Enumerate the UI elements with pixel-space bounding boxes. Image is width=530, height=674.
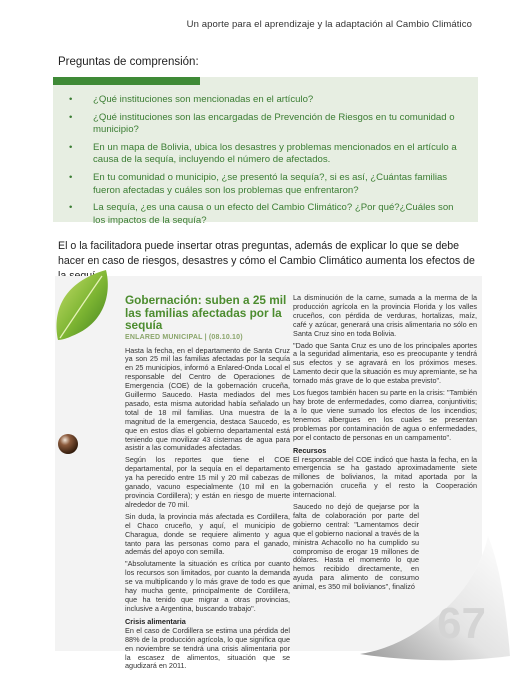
article-title: Gobernación: suben a 25 mil las familias afectadas por la sequía (125, 293, 287, 332)
article-paragraph: En el caso de Cordillera se estima una pérdida del 88% de la producción agrícola, lo que significa que en noviembre se tendrá una crisis alimentaria por la escasez de alimentos, situación que se agudizará en 2011. (125, 625, 290, 671)
question-item: • En tu comunidad o municipio, ¿se presentó la sequía?, si es así, ¿Cuántas familias fueron afectadas y cuáles son los problemas que enfrentaron? (69, 171, 448, 196)
article-paragraph: "Dado que Santa Cruz es uno de los principales aportes a la seguridad alimentaria, eso es preocupante y tendrá sus efectos y se agravará en los próximos meses. Lamento decir que la situación es muy apremiante, se ha tornado más grave de lo que estaba previsto". (293, 340, 477, 386)
question-item: • En un mapa de Bolivia, ubica los desastres y problemas mencionados en el artículo a causa de la sequía, incluyendo el número de afectados. (69, 141, 457, 166)
question-item: • La sequía, ¿es una causa o un efecto del Cambio Climático? ¿Por qué?¿Cuáles son los impactos de la sequía? (69, 202, 454, 226)
article-paragraph: El responsable del COE indicó que hasta la fecha, en la emergencia se ha gastado aproximadamente siete millones de bolivianos, la mitad aportada por la gobernación cruceña y el resto la Cooperación internacional. (293, 454, 477, 500)
questions-list (63, 94, 468, 232)
article-paragraph: Hasta la fecha, en el departamento de Santa Cruz ya son 25 mil las familias afectadas por la sequía en 25 municipios, informó a Enlared-Onda Local el responsable del Centro de Operaciones de Emergencia (COE) de la gobernación cruceña, Guillermo Saucedo. Hasta mediados del mes pasado, esta misma autoridad había señalado un total de 18 mil familias. Una muestra de la magnitud de la emergencia, destaca Saucedo, es que en estos días el gobierno departamental está teniendo que movilizar 43 cisternas de agua para asistir a las comunidades afectadas. (125, 345, 290, 453)
article-paragraph: Saucedo no dejó de quejarse por la falta de colaboración por parte del gobierno central: "Lamentamos decir que el gobierno nacional a través de la ministra Achacollo no ha cumplido su compromiso de erogar 19 millones de dólares. Hasta el momento lo que hemos recibido directamente, en ayuda para alimento de consumo animal, es 350 mil bolivianos", finalizó (293, 502, 419, 592)
section-heading: Preguntas de comprensión: (58, 56, 199, 68)
running-header: Un aporte para el aprendizaje y la adaptación al Cambio Climático (186, 19, 472, 30)
article-subheading: Recursos (293, 445, 327, 455)
article-paragraph: Los fuegos también hacen su parte en la crisis: "También hay brote de enfermedades, como diarrea, conjuntivitis; a lo que viene sumado los efectos de los incendios; tenemos albergues en los cuales se presentan problemas por contaminación de agua o enfermedades, por el contacto de personas en un campamento". (293, 388, 477, 442)
bullet-icon: • (69, 94, 73, 105)
article-paragraph: Según los reportes que tiene el COE departamental, por la sequía en el departamento ya ha perecido entre 15 mil y 20 mil cabezas de ganado, vacuno especialmente (10 mil en la provincia Cordillera); y están en riesgo de muerte alrededor de 70 mil. (125, 455, 290, 509)
news-article (55, 276, 482, 671)
page-curl-graphic (360, 536, 510, 671)
seed-bullet-icon (57, 433, 79, 455)
bullet-icon: • (69, 202, 73, 214)
article-subheading: Crisis alimentaria (125, 616, 186, 626)
bullet-icon: • (69, 141, 73, 153)
article-paragraph: La disminución de la carne, sumada a la merma de la producción agrícola en la provincia Florida y los valles cruceños, con pérdida de verduras, hortalizas, maíz, café y azúcar, generará una crisis alimentaria no sólo en Santa Cruz sino en toda Bolivia. (293, 293, 477, 338)
article-paragraph: "Absolutamente la situación es crítica por cuanto los recursos son limitados, por cuanto la demanda se va multiplicando y lo más grave de todo es que hay mucha gente, principalmente de Cordillera, que ha tenido que migrar a otras provincias, inclusive a Argentina, buscando trabajo". (125, 559, 290, 613)
bullet-icon: • (69, 171, 73, 183)
article-source: ENLARED MUNICIPAL | (08.10.10) (125, 333, 243, 341)
article-paragraph: Sin duda, la provincia más afectada es Cordillera, el Chaco cruceño, y aquí, el municipio de Charagua, donde se requiere alimento y agua tanto para las personas como para el ganado, además del apoyo con semilla. (125, 511, 290, 557)
questions-accent-bar (53, 77, 200, 85)
bullet-icon: • (69, 111, 73, 123)
page-number: 67 (437, 599, 486, 648)
intro-paragraph: El o la facilitadora puede insertar otras preguntas, además de explicar lo que se debe hacer en caso de riesgos, desastres y cómo el Cambio Climático aumenta los efectos de (58, 240, 475, 267)
leaf-icon (50, 266, 120, 346)
questions-box (53, 77, 478, 226)
article-left-column (125, 294, 290, 674)
question-item: • ¿Qué instituciones son las encargadas de Prevención de Riesgos en tu comunidad o municipio? (69, 111, 455, 136)
question-item: • ¿Qué instituciones son mencionadas en el artículo? (69, 94, 314, 105)
